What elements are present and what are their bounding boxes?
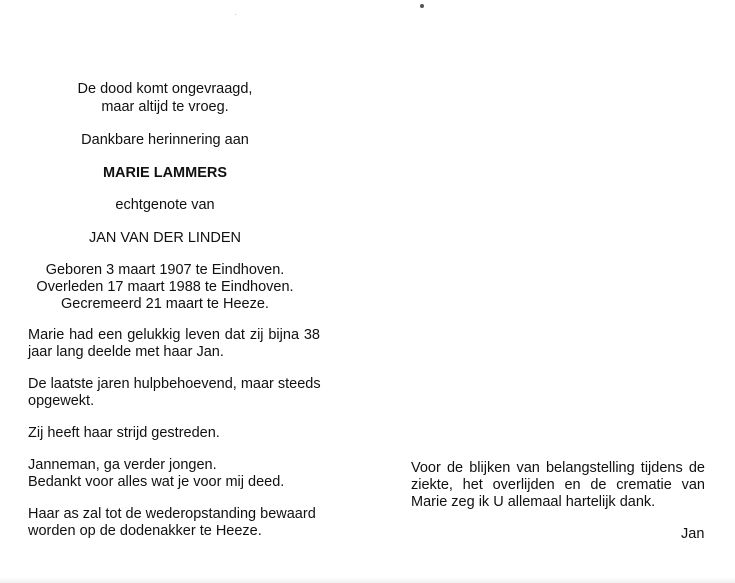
paragraph-2-line-1: De laatste jaren hulpbehoevend, maar steeds — [28, 376, 321, 392]
print-speck — [235, 14, 236, 15]
intro-text: Dankbare herinnering aan — [81, 132, 249, 148]
signature: Jan — [681, 526, 705, 542]
birth-line: Geboren 3 maart 1907 te Eindhoven. — [45, 262, 285, 278]
paragraph-5-line-1: Haar as zal tot de wederopstanding bewaard — [28, 506, 316, 522]
paragraph-3: Zij heeft haar strijd gestreden. — [28, 425, 220, 441]
thanks-line-3: Marie zeg ik U allemaal hartelijk dank. — [411, 494, 656, 510]
thanks-line-2: ziekte, het overlijden en de crematie van — [411, 477, 705, 493]
poem-line-1: De dood komt ongevraagd, — [77, 81, 253, 97]
print-dot — [420, 4, 424, 8]
card-bottom-edge — [0, 577, 735, 583]
thanks-line-1: Voor de blijken van belangstelling tijdens de — [411, 460, 705, 476]
poem-line-2: maar altijd te vroeg. — [101, 99, 229, 115]
paragraph-5-line-2: worden op de dodenakker te Heeze. — [28, 523, 262, 539]
death-line: Overleden 17 maart 1988 te Eindhoven. — [36, 279, 294, 295]
spouse-name: JAN VAN DER LINDEN — [88, 230, 241, 246]
paragraph-1-line-1: Marie had een gelukkig leven dat zij bijna 38 — [28, 327, 320, 343]
deceased-name: MARIE LAMMERS — [102, 165, 228, 181]
paragraph-4-line-1: Janneman, ga verder jongen. — [28, 457, 217, 473]
paragraph-4-line-2: Bedankt voor alles wat je voor mij deed. — [28, 474, 285, 490]
relation-text: echtgenote van — [115, 197, 215, 213]
paragraph-2-line-2: opgewekt. — [28, 393, 95, 409]
paragraph-1-line-2: jaar lang deelde met haar Jan. — [28, 344, 224, 360]
cremation-line: Gecremeerd 21 maart te Heeze. — [61, 296, 269, 312]
